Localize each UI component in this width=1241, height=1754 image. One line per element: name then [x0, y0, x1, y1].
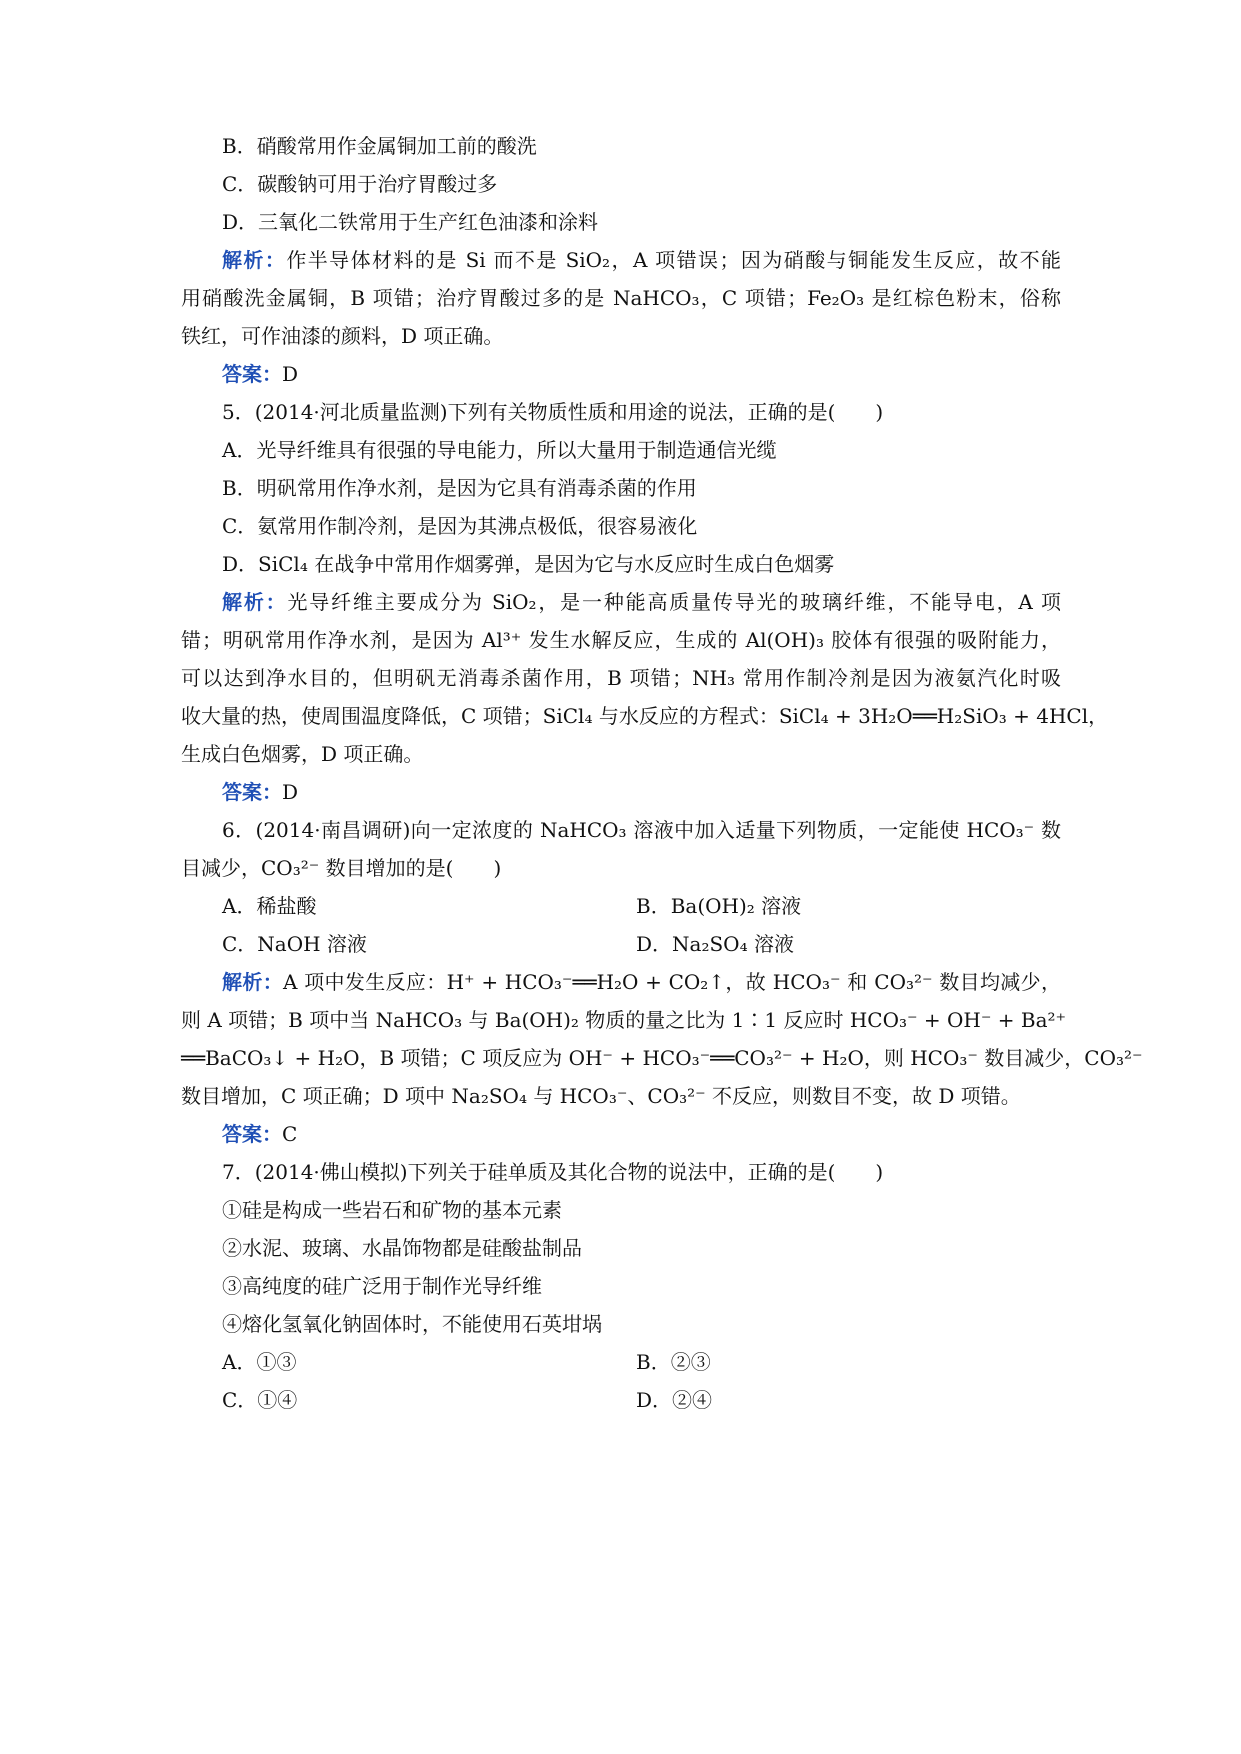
q7-item-4: ④熔化氢氧化钠固体时，不能使用石英坩埚 — [222, 1312, 602, 1336]
q4-analysis-line-1: 解析：作半导体材料的是 Si 而不是 SiO₂，A 项错误；因为硝酸与铜能发生反应，故不能 — [222, 248, 1062, 272]
q5-answer-label: 答案： — [222, 780, 282, 804]
q6-option-b: B．Ba(OH)₂ 溶液 — [636, 894, 802, 918]
q6-option-c: C．NaOH 溶液 — [222, 932, 367, 956]
q6-answer — [222, 1120, 1102, 1148]
q5-analysis-line-5: 生成白色烟雾，D 项正确。 — [181, 742, 424, 766]
q4-answer-value: D — [282, 362, 299, 386]
q5-option-a: A．光导纤维具有很强的导电能力，所以大量用于制造通信光缆 — [222, 438, 777, 462]
q7-option-d: D．②④ — [636, 1388, 713, 1412]
q5-analysis-label: 解析： — [222, 590, 288, 614]
q7-option-a: A．①③ — [222, 1350, 297, 1374]
q7-option-b: B．②③ — [636, 1350, 711, 1374]
q6-stem-line-1: 6．(2014·南昌调研)向一定浓度的 NaHCO₃ 溶液中加入适量下列物质，一定能使 HCO₃⁻ 数 — [222, 818, 1061, 842]
q4-answer-label: 答案： — [222, 362, 282, 386]
q4-analysis-line-2: 用硝酸洗金属铜，B 项错；治疗胃酸过多的是 NaHCO₃，C 项错；Fe₂O₃ 是红棕色粉末，俗称 — [181, 286, 1061, 310]
q5-option-d: D．SiCl₄ 在战争中常用作烟雾弹，是因为它与水反应时生成白色烟雾 — [222, 552, 835, 576]
q5-answer-value: D — [282, 780, 299, 804]
q7-item-1: ①硅是构成一些岩石和矿物的基本元素 — [222, 1198, 562, 1222]
q6-answer-label: 答案： — [222, 1122, 282, 1146]
q7-item-2: ②水泥、玻璃、水晶饰物都是硅酸盐制品 — [222, 1236, 582, 1260]
q6-option-a: A．稀盐酸 — [222, 894, 317, 918]
q6-analysis-line-3: ══BaCO₃↓ + H₂O，B 项错；C 项反应为 OH⁻ + HCO₃⁻══CO₃²⁻ + H₂O，则 HCO₃⁻ 数目减少，CO₃²⁻ — [181, 1046, 1143, 1070]
q5-option-b: B．明矾常用作净水剂，是因为它具有消毒杀菌的作用 — [222, 476, 697, 500]
q4-option-b: B．硝酸常用作金属铜加工前的酸洗 — [222, 134, 537, 158]
q5-option-c: C．氨常用作制冷剂，是因为其沸点极低，很容易液化 — [222, 514, 698, 538]
q7-option-c: C．①④ — [222, 1388, 298, 1412]
q6-stem-line-2: 目减少，CO₃²⁻ 数目增加的是( ) — [181, 856, 502, 880]
q6-analysis-line-4: 数目增加，C 项正确；D 项中 Na₂SO₄ 与 HCO₃⁻、CO₃²⁻ 不反应，则数目不变，故 D 项错。 — [181, 1084, 1021, 1108]
q4-option-d: D．三氧化二铁常用于生产红色油漆和涂料 — [222, 210, 599, 234]
q5-answer — [222, 778, 1102, 806]
q4-answer — [222, 360, 1102, 388]
q4-analysis-line-3: 铁红，可作油漆的颜料，D 项正确。 — [181, 324, 504, 348]
q5-analysis-line-3: 可以达到净水目的，但明矾无消毒杀菌作用，B 项错；NH₃ 常用作制冷剂是因为液氨汽化时吸 — [181, 666, 1061, 690]
q4-option-c: C．碳酸钠可用于治疗胃酸过多 — [222, 172, 498, 196]
q4-analysis-label: 解析： — [222, 248, 287, 272]
q7-stem: 7．(2014·佛山模拟)下列关于硅单质及其化合物的说法中，正确的是( ) — [222, 1160, 884, 1184]
q5-analysis-line-1: 解析：光导纤维主要成分为 SiO₂，是一种能高质量传导光的玻璃纤维，不能导电，A 项 — [222, 590, 1062, 614]
q6-analysis-label: 解析： — [222, 970, 284, 994]
q5-analysis-line-4: 收大量的热，使周围温度降低，C 项错；SiCl₄ 与水反应的方程式：SiCl₄ + 3H₂O══H₂SiO₃ + 4HCl， — [181, 704, 1109, 728]
q6-analysis-line-1: 解析：A 项中发生反应：H⁺ + HCO₃⁻══H₂O + CO₂↑，故 HCO₃⁻ 和 CO₃²⁻ 数目均减少， — [222, 970, 1062, 994]
q5-stem: 5．(2014·河北质量监测)下列有关物质性质和用途的说法，正确的是( ) — [222, 400, 884, 424]
q5-analysis-line-2: 错；明矾常用作净水剂，是因为 Al³⁺ 发生水解反应，生成的 Al(OH)₃ 胶体有很强的吸附能力， — [181, 628, 1061, 652]
q6-option-d: D．Na₂SO₄ 溶液 — [636, 932, 794, 956]
q6-answer-value: C — [282, 1122, 298, 1146]
q7-item-3: ③高纯度的硅广泛用于制作光导纤维 — [222, 1274, 542, 1298]
q6-analysis-line-2: 则 A 项错；B 项中当 NaHCO₃ 与 Ba(OH)₂ 物质的量之比为 1∶1 反应时 HCO₃⁻ + OH⁻ + Ba²⁺ — [181, 1008, 1067, 1032]
